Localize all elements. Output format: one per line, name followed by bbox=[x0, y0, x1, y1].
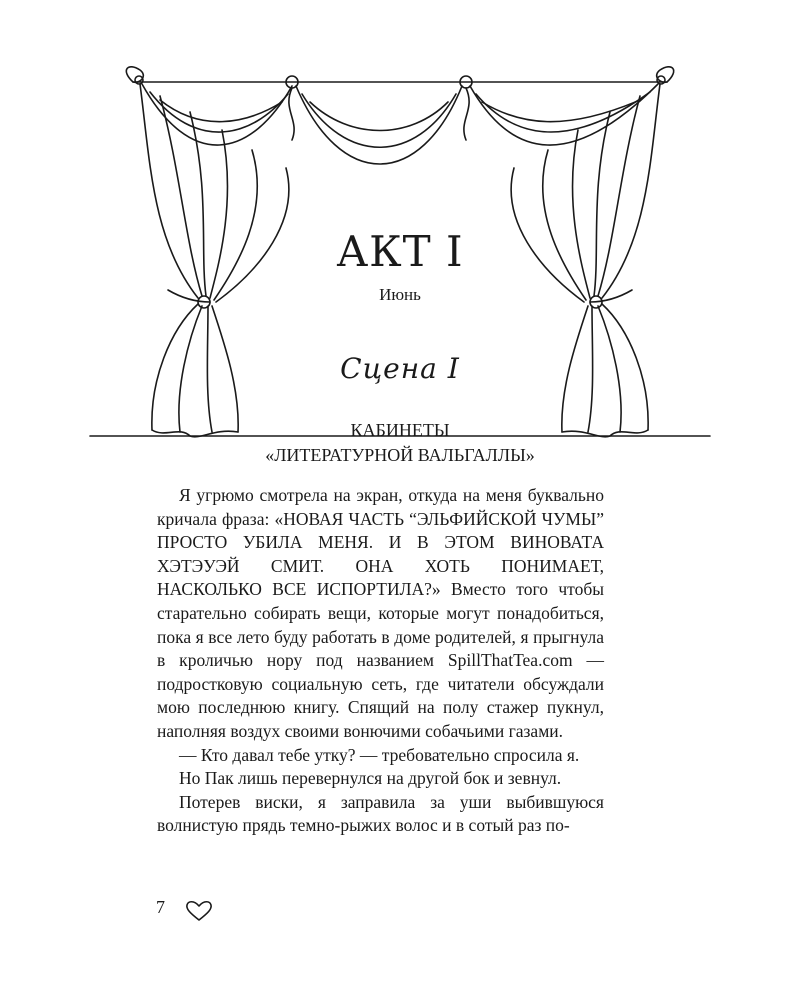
page-number: 7 bbox=[156, 897, 165, 917]
paragraph: Я угрюмо смотрела на экран, откуда на меня буквально кричала фраза: «НОВАЯ ЧАСТЬ “ЭЛЬФИЙСКОЙ ЧУМЫ” ПРОСТО УБИЛА МЕНЯ. И В ЭТОМ ВИНОВАТА ХЭТЭУЭЙ СМИТ. ОНА ХОТЬ ПОНИМАЕТ, НАСКОЛЬКО ВСЕ ИСПОРТИЛА?» Вместо того чтобы старательно собирать вещи, которые могут понадобиться, пока я все лето буду работать в доме родителей, я прыгнула в кроличью нору под названием SpillThatTea.com — подростковую социальную сеть, где читатели обсуждали мою последнюю книгу. Спящий на полу стажер пукнул, наполняя воздух своими вонючими собачьими газами. bbox=[157, 485, 604, 741]
location-line-1: КАБИНЕТЫ bbox=[350, 420, 450, 440]
location-line-2: «ЛИТЕРАТУРНОЙ ВАЛЬГАЛЛЫ» bbox=[265, 445, 535, 465]
paragraph: — Кто давал тебе утку? — требовательно спросила я. bbox=[179, 744, 580, 765]
paragraph: Потерев виски, я заправила за уши выбившуюся волнистую прядь темно-рыжих волос и в сотый раз по- bbox=[157, 791, 604, 836]
act-subtitle: Июнь bbox=[379, 285, 421, 304]
act-title: АКТ I bbox=[336, 227, 464, 276]
scene-title: Сцена I bbox=[340, 352, 460, 385]
valance-swags bbox=[142, 84, 658, 164]
paragraph: Но Пак лишь перевернулся на другой бок и зевнул. bbox=[179, 768, 562, 789]
scene-location bbox=[0, 418, 800, 468]
heart-icon bbox=[184, 900, 214, 922]
body-text bbox=[157, 484, 604, 838]
